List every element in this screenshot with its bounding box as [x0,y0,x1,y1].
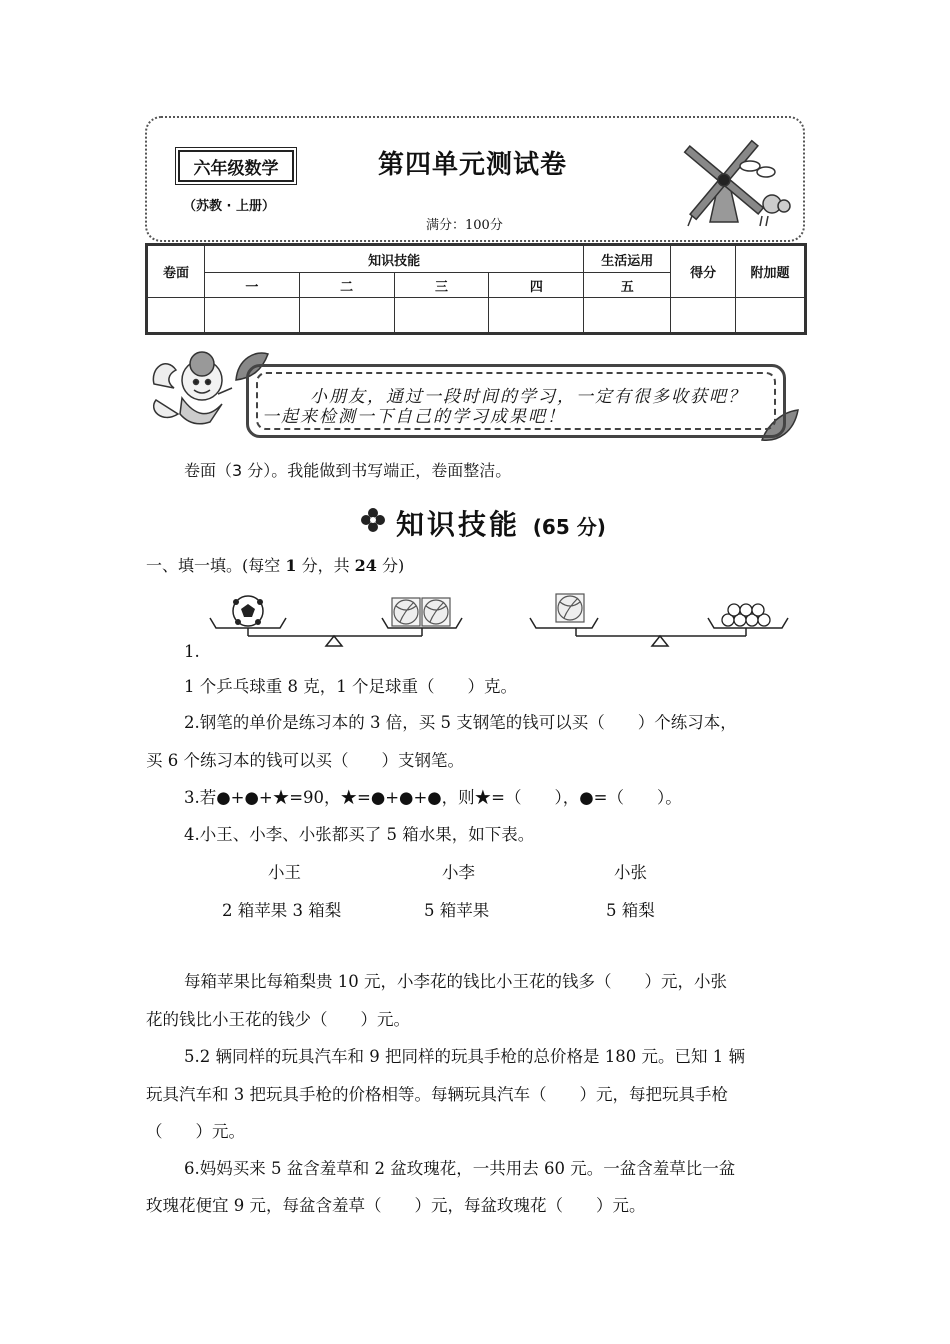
col-five: 五 [584,273,671,298]
col-one: 一 [204,273,299,298]
part-one-mid: 分，共 [296,556,355,575]
page-title: 第四单元测试卷 [378,150,568,180]
q4-line-2: 花的钱比小王花的钱少（ ）元。 [146,1010,410,1029]
col-header-juanmian: 卷面 [148,246,205,298]
q5-line-1: 5.2 辆同样的玩具汽车和 9 把同样的玩具手枪的总价格是 180 元。已知 1 辆 [184,1047,745,1066]
col-four: 四 [489,273,584,298]
q2-line-2: 买 6 个练习本的钱可以买（ ）支钢笔。 [146,751,464,770]
bubble-line-1: 小朋友，通过一段时间的学习，一定有很多收获吧？ [310,387,747,407]
score-cell[interactable] [584,298,671,333]
football-icon [233,596,263,626]
grade-badge: 六年级数学 [178,150,294,182]
q4-name-xiaozhang: 小张 [614,863,647,882]
part-one-heading [146,553,404,576]
part-one-prefix: 一、填一填。(每空 [146,556,286,575]
score-table [147,245,805,333]
col-header-application: 生活运用 [584,246,671,273]
score-cell[interactable] [489,298,584,333]
q4-item-xiaowang: 2 箱苹果 3 箱梨 [222,901,342,920]
part-one-per-blank: 1 [285,556,297,575]
full-score: 满分：100分 [426,218,503,233]
col-header-defen: 得分 [671,246,736,298]
q4-item-xiaoli: 5 箱苹果 [424,901,490,920]
edition-label: （苏教 · 上册） [183,199,275,214]
q1-text: 1 个乒乓球重 8 克，1 个足球重（ ）克。 [184,677,517,696]
q5-line-3: （ ）元。 [146,1122,245,1141]
score-cell[interactable] [148,298,205,333]
part-one-total: 24 [354,556,377,575]
section-title [396,503,606,543]
col-header-knowledge: 知识技能 [204,246,583,273]
q6-line-1: 6.妈妈买来 5 盆含羞草和 2 盆玫瑰花，一共用去 60 元。一盆含羞草比一盆 [184,1159,736,1178]
score-cell[interactable] [736,298,805,333]
q4-text: 4.小王、小李、小张都买了 5 箱水果，如下表。 [184,825,535,844]
flower-icon [360,507,386,533]
q1-number: 1. [184,642,200,661]
q4-item-xiaozhang: 5 箱梨 [606,901,655,920]
q2-line-1: 2.钢笔的单价是练习本的 3 倍，买 5 支钢笔的钱可以买（ ）个练习本， [184,713,737,732]
col-two: 二 [299,273,394,298]
part-one-suffix: 分) [376,556,405,575]
balance-scales-figure [200,590,800,658]
bubble-line-2: 一起来检测一下自己的学习成果吧！ [262,407,566,427]
col-three: 三 [394,273,489,298]
q4-line-1: 每箱苹果比每箱梨贵 10 元，小李花的钱比小王花的钱多（ ）元，小张 [184,972,727,991]
score-cell[interactable] [671,298,736,333]
score-cell[interactable] [394,298,489,333]
score-cell[interactable] [299,298,394,333]
q4-name-xiaoli: 小李 [442,863,475,882]
windmill-icon [668,124,792,236]
q5-line-2: 玩具汽车和 3 把玩具手枪的价格相等。每辆玩具汽车（ ）元，每把玩具手枪 [146,1085,728,1104]
col-header-extra: 附加题 [736,246,805,298]
section-score: (65 分) [532,515,606,539]
angel-mascot-icon [148,348,234,434]
q3-text: 3.若●+●+★=90，★=●+●+●，则★=（ ），●=（ ）。 [184,788,682,807]
score-cell[interactable] [204,298,299,333]
section-title-text: 知识技能 [396,508,521,541]
q4-name-xiaowang: 小王 [268,863,301,882]
q6-line-2: 玫瑰花便宜 9 元，每盆含羞草（ ）元，每盆玫瑰花（ ）元。 [146,1196,646,1215]
juanmian-note: 卷面（3 分）。我能做到书写端正，卷面整洁。 [184,461,512,480]
